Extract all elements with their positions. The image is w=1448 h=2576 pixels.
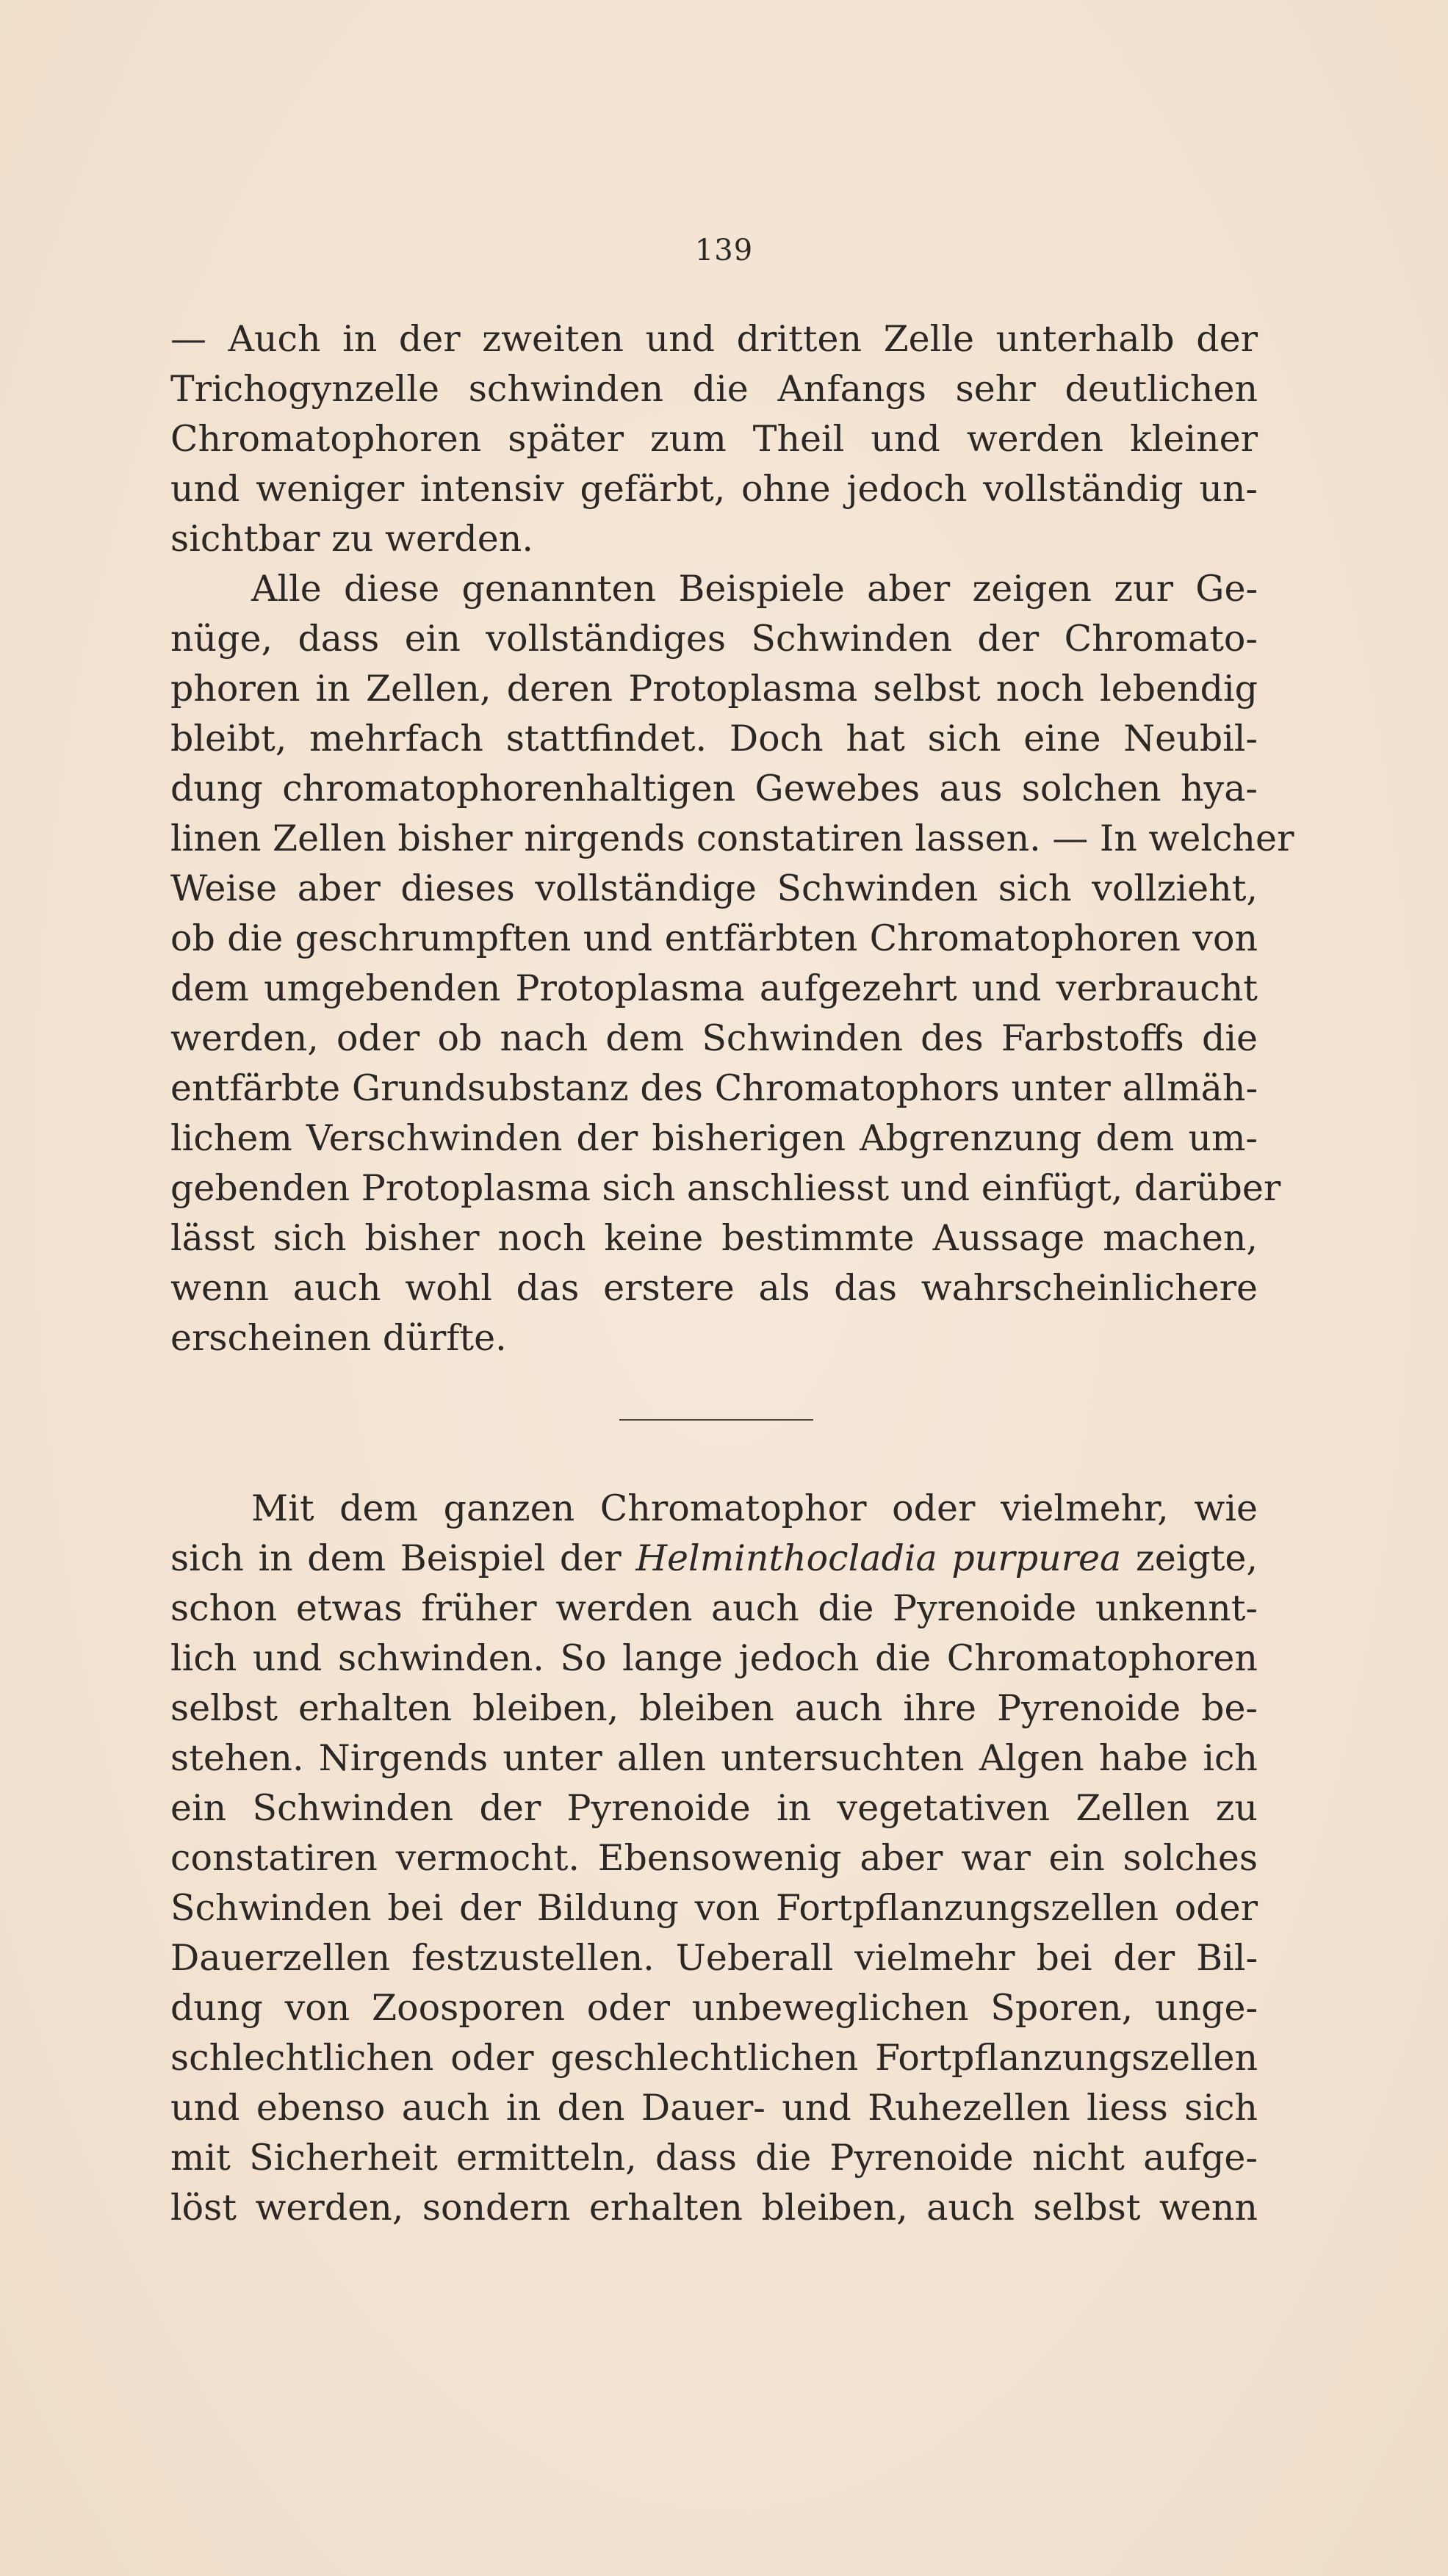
text-line: werden, oder ob nach dem Schwinden des Farbstoffs die [170, 1017, 1258, 1059]
text-line: phoren in Zellen, deren Protoplasma selbst noch lebendig [170, 668, 1258, 710]
text-line: mit Sicherheit ermitteln, dass die Pyrenoide nicht aufge- [170, 2137, 1258, 2179]
text-line: Trichogynzelle schwinden die Anfangs sehr deutlichen [170, 368, 1258, 410]
text-line: ob die geschrumpften und entfärbten Chromatophoren von [170, 917, 1258, 959]
text-line: dem umgebenden Protoplasma aufgezehrt und verbraucht [170, 967, 1258, 1009]
text-line: Chromatophoren später zum Theil und werden kleiner [170, 418, 1258, 460]
text-line: Dauerzellen festzustellen. Ueberall vielmehr bei der Bil- [170, 1937, 1258, 1979]
text-line [170, 1534, 1258, 1584]
text-line: Mit dem ganzen Chromatophor oder vielmehr, wie [251, 1487, 1258, 1529]
text-line: — Auch in der zweiten und dritten Zelle unterhalb der [170, 318, 1258, 360]
text-line: Alle diese genannten Beispiele aber zeigen zur Ge- [251, 568, 1258, 610]
text-line: entfärbte Grundsubstanz des Chromatophors unter allmäh- [170, 1067, 1258, 1109]
text-line: dung chromatophorenhaltigen Gewebes aus solchen hya- [170, 768, 1258, 809]
species-name: Helminthocladia purpurea [635, 1537, 1122, 1579]
text-line: linen Zellen bisher nirgends constatiren lassen. — In welcher [170, 818, 1294, 859]
text-line: nüge, dass ein vollständiges Schwinden der Chromato- [170, 618, 1258, 660]
text-span: zeigte, [1121, 1537, 1258, 1579]
text-line: löst werden, sondern erhalten bleiben, auch selbst wenn [170, 2187, 1258, 2229]
text-line: schlechtlichen oder geschlechtlichen Fortpflanzungszellen [170, 2037, 1258, 2079]
text-line: sichtbar zu werden. [170, 518, 533, 560]
text-line: stehen. Nirgends unter allen untersuchten Algen habe ich [170, 1737, 1258, 1779]
text-line: Schwinden bei der Bildung von Fortpflanzungszellen oder [170, 1887, 1258, 1929]
section-divider [619, 1419, 813, 1421]
text-line: gebenden Protoplasma sich anschliesst und einfügt, darüber [170, 1167, 1281, 1209]
page-number: 139 [694, 234, 754, 267]
text-line: und ebenso auch in den Dauer- und Ruhezellen liess sich [170, 2087, 1258, 2129]
text-line: und weniger intensiv gefärbt, ohne jedoch vollständig un- [170, 468, 1258, 510]
text-line: lichem Verschwinden der bisherigen Abgrenzung dem um- [170, 1117, 1258, 1159]
text-line: ein Schwinden der Pyrenoide in vegetativen Zellen zu [170, 1787, 1258, 1829]
text-line: wenn auch wohl das erstere als das wahrscheinlichere [170, 1267, 1258, 1309]
text-line: Weise aber dieses vollständige Schwinden sich vollzieht, [170, 867, 1258, 909]
text-line: dung von Zoosporen oder unbeweglichen Sporen, unge- [170, 1987, 1258, 2029]
text-span: sich in dem Beispiel der [170, 1537, 636, 1579]
text-line: selbst erhalten bleiben, bleiben auch ihre Pyrenoide be- [170, 1687, 1258, 1729]
text-line: schon etwas früher werden auch die Pyrenoide unkennt- [170, 1587, 1258, 1629]
text-line: erscheinen dürfte. [170, 1317, 507, 1359]
text-line: constatiren vermocht. Ebensowenig aber war ein solches [170, 1837, 1258, 1879]
text-line: bleibt, mehrfach stattfindet. Doch hat sich eine Neubil- [170, 718, 1258, 760]
text-line: lässt sich bisher noch keine bestimmte Aussage machen, [170, 1217, 1258, 1259]
text-line: lich und schwinden. So lange jedoch die Chromatophoren [170, 1637, 1258, 1679]
